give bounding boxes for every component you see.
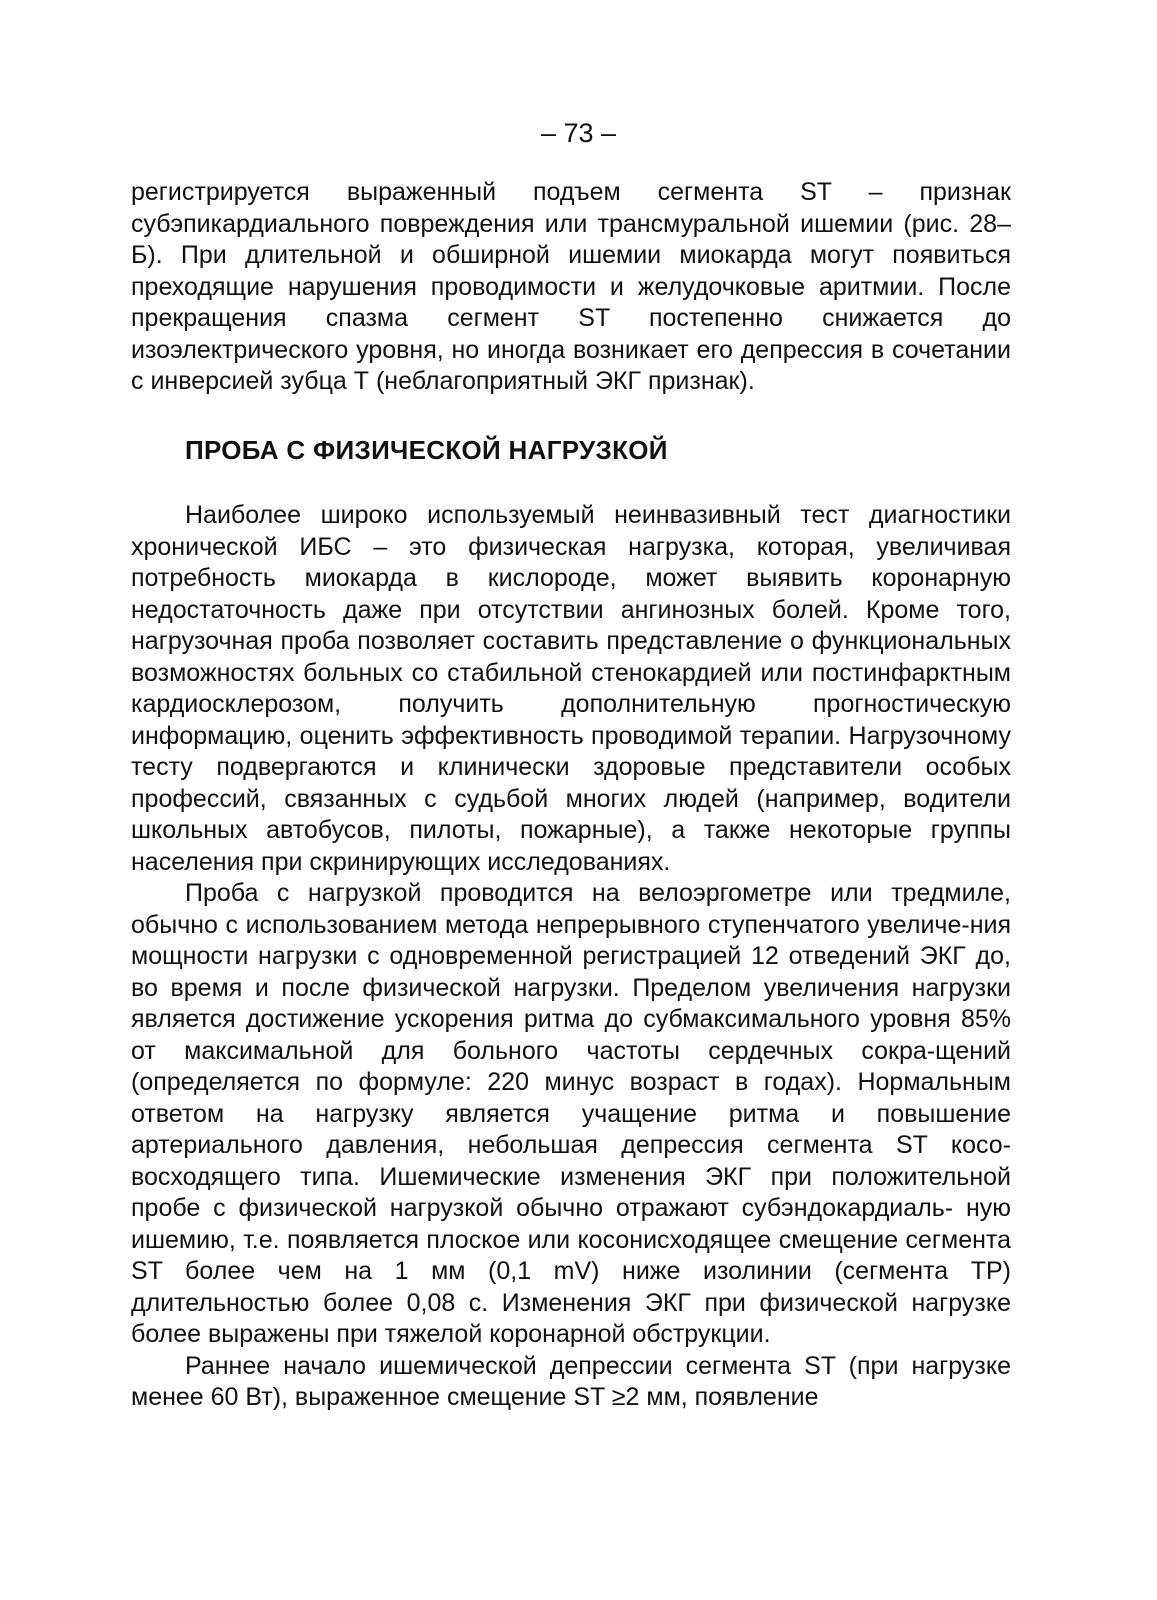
paragraph-3: Раннее начало ишемической депрессии сегмента ST (при нагрузке менее 60 Вт), выраженное смещение ST ≥2 мм, появление	[131, 1351, 1011, 1411]
paragraph-1: Наиболее широко используемый неинвазивный тест диагностики хронической ИБС – это физическая нагрузка, которая, увеличивая потребность миокарда в кислороде, может выявить коронарную недостаточность даже при отсутствии ангинозных болей. Кроме того, нагрузочная проба позволяет составить представление о функциональных возможностях больных со стабильной стенокардией или постинфарктным кардиосклерозом, получить дополнительную прогностическую информацию, оценить эффективность проводимой терапии. Нагрузочному тесту подвергаются и клинически здоровые представители особых профессий, связанных с судьбой многих людей (например, водители школьных автобусов, пилоты, пожарные), а также некоторые группы населения при скринирующих исследованиях.	[131, 501, 1011, 876]
intro-paragraph: регистрируется выраженный подъем сегмента ST – признак субэпикардиального повреждения или трансмуральной ишемии (рис. 28–Б). При длительной и обширной ишемии миокарда могут появиться преходящие нарушения проводимости и желудочковые аритмии. После прекращения спазма сегмент ST постепенно снижается до изоэлектрического уровня, но иногда возникает его депрессия в сочетании с инверсией зубца Т (неблагоприятный ЭКГ признак).	[131, 178, 1011, 395]
section-heading: ПРОБА С ФИЗИЧЕСКОЙ НАГРУЗКОЙ	[185, 435, 668, 465]
page-number: – 73 –	[540, 118, 617, 148]
paragraph-2: Проба с нагрузкой проводится на велоэргометре или тредмиле, обычно с использованием метода непрерывного ступенчатого увеличе-ния мощности нагрузки с одновременной регистрацией 12 отведений ЭКГ до, во время и после физической нагрузки. Пределом увеличения нагрузки является достижение ускорения ритма до субмаксимального уровня 85% от максимальной для больного частоты сердечных сокра-щений (определяется по формуле: 220 минус возраст в годах). Нормальным ответом на нагрузку является учащение ритма и повышение артериального давления, небольшая депрессия сегмента ST косо-восходящего типа. Ишемические изменения ЭКГ при положительной пробе с физической нагрузкой обычно отражают субэндокардиаль- ную ишемию, т.е. появляется плоское или косонисходящее смещение сегмента ST более чем на 1 мм (0,1 mV) ниже изолинии (сегмента TP) длительностью более 0,08 с. Изменения ЭКГ при физической нагрузке более выражены при тяжелой коронарной обструкции.	[131, 879, 1011, 1348]
intro-text-block	[131, 177, 1011, 398]
stress-test-text-block	[131, 500, 1011, 1414]
